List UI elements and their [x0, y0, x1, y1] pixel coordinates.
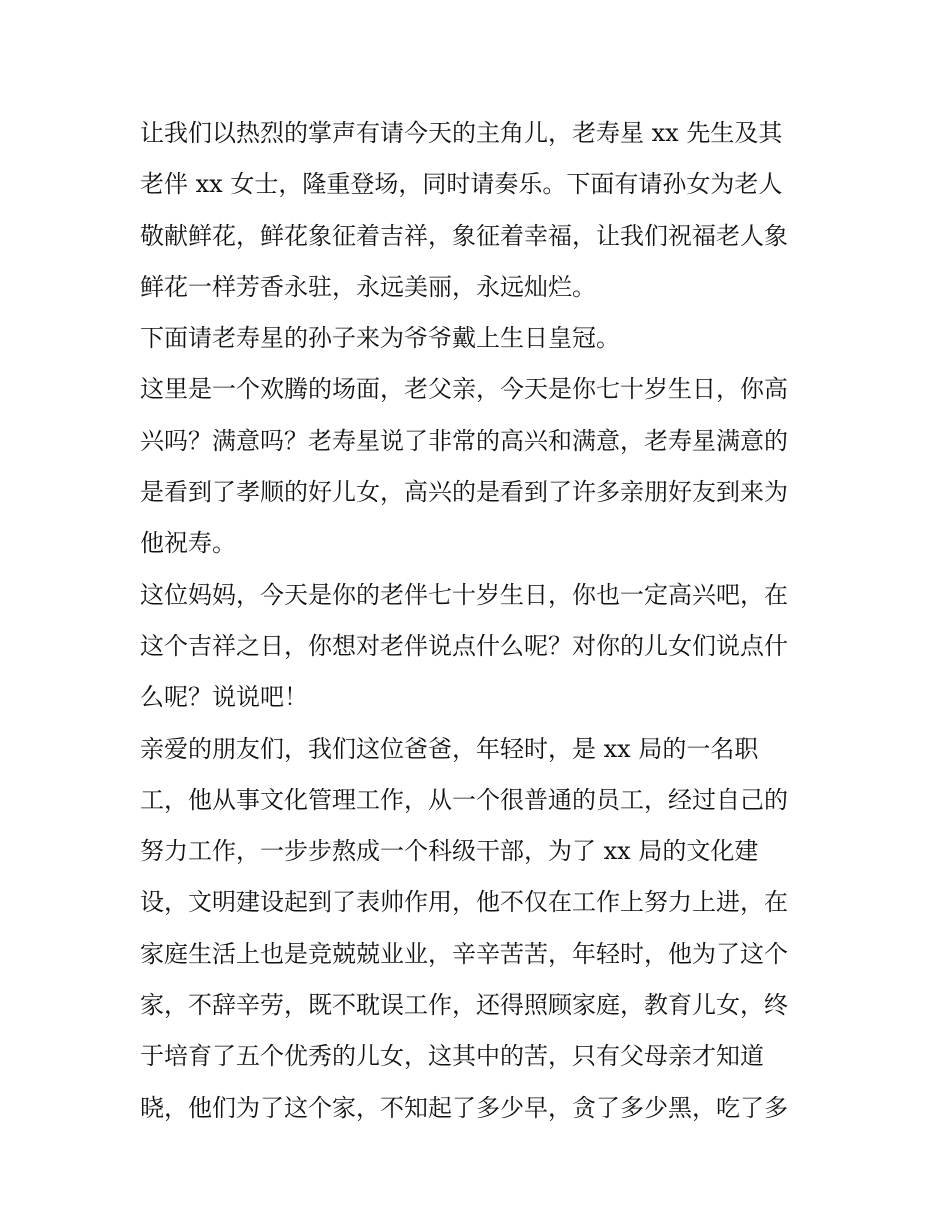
text-line: 么呢？说说吧！: [140, 683, 308, 712]
text-line: 努力工作，一步步熬成一个科级干部，为了 xx 局的文化建: [140, 837, 759, 866]
text-line: 下面请老寿星的孙子来为爷爷戴上生日皇冠。: [140, 324, 620, 353]
text-line: 这个吉祥之日，你想对老伴说点什么呢？对你的儿女们说点什: [140, 631, 788, 660]
text-line: 这里是一个欢腾的场面，老父亲，今天是你七十岁生日，你高: [140, 375, 788, 404]
text-line: 亲爱的朋友们，我们这位爸爸，年轻时，是 xx 局的一名职: [140, 734, 759, 763]
text-line: 家庭生活上也是竞兢兢业业，辛辛苦苦，年轻时，他为了这个: [140, 939, 788, 968]
text-line: 鲜花一样芳香永驻，永远美丽，永远灿烂。: [140, 272, 596, 301]
text-line: 设，文明建设起到了表帅作用，他不仅在工作上努力上进，在: [140, 888, 788, 917]
text-line: 他祝寿。: [140, 529, 236, 558]
text-line: 兴吗？满意吗？老寿星说了非常的高兴和满意，老寿星满意的: [140, 426, 788, 455]
text-line: 于培育了五个优秀的儿女，这其中的苦，只有父母亲才知道: [140, 1042, 764, 1071]
text-line: 工，他从事文化管理工作，从一个很普通的员工，经过自己的: [140, 785, 788, 814]
text-line: 这位妈妈，今天是你的老伴七十岁生日，你也一定高兴吧，在: [140, 580, 788, 609]
text-line: 让我们以热烈的掌声有请今天的主角儿，老寿星 xx 先生及其: [140, 119, 783, 147]
text-line: 老伴 xx 女士，隆重登场，同时请奏乐。下面有请孙女为老人: [140, 170, 783, 199]
document-body: [140, 108, 820, 1134]
text-line: 家，不辞辛劳，既不耽误工作，还得照顾家庭，教育儿女，终: [140, 991, 788, 1020]
text-line: 是看到了孝顺的好儿女，高兴的是看到了许多亲朋好友到来为: [140, 478, 788, 507]
text-line: 晓，他们为了这个家，不知起了多少早，贪了多少黑，吃了多: [140, 1093, 788, 1122]
text-line: 敬献鲜花，鲜花象征着吉祥，象征着幸福，让我们祝福老人象: [140, 221, 788, 250]
